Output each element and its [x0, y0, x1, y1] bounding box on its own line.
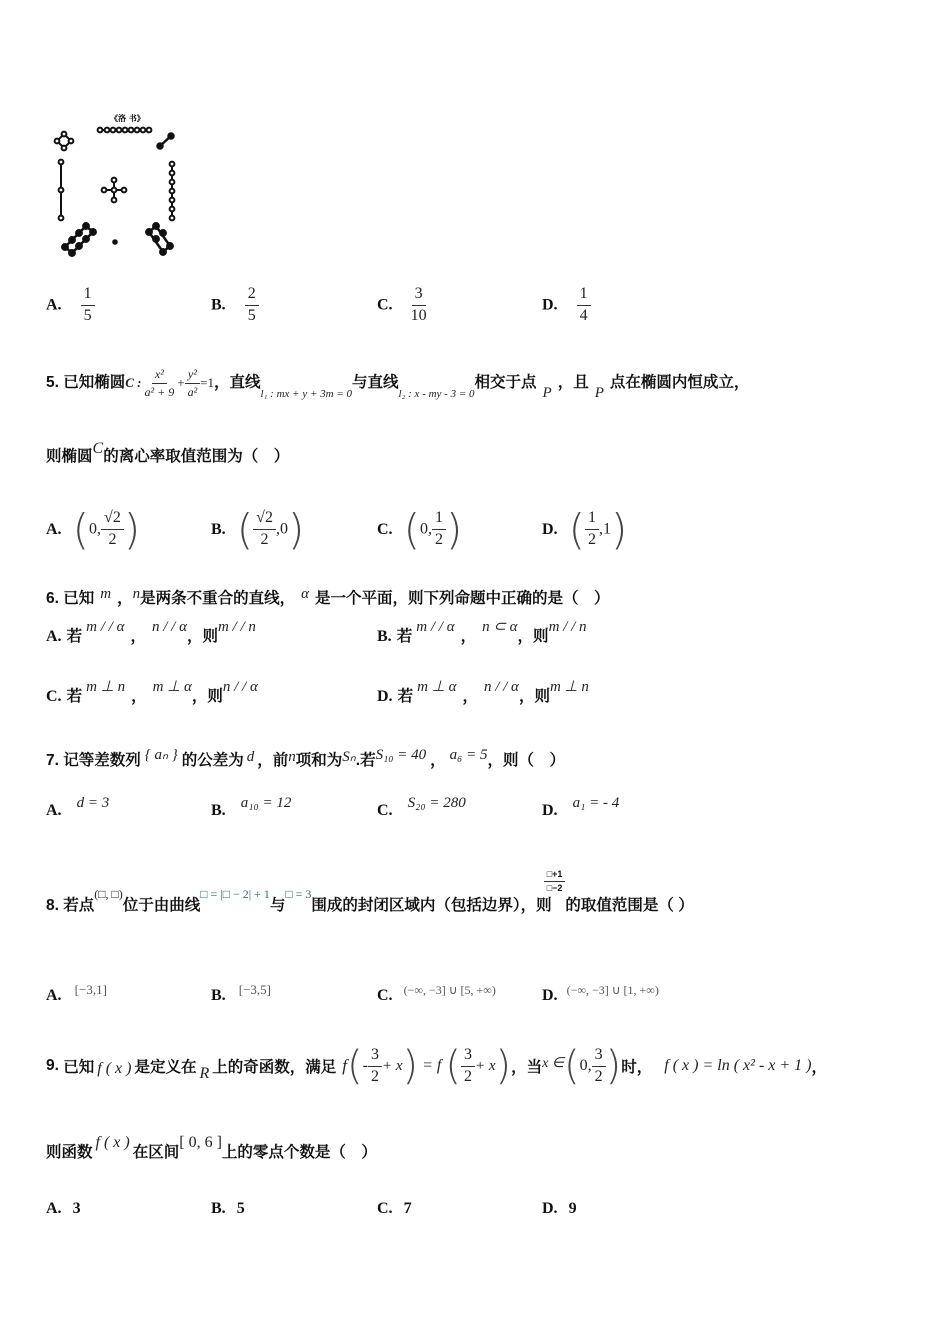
- curve-1: □ = |□ − 2| + 1: [200, 887, 270, 901]
- option-letter: D.: [542, 1200, 558, 1217]
- luoshu-diagram: [50, 110, 190, 260]
- q5-text: 点在椭圆内恒成立，: [609, 374, 750, 392]
- q9-text: 时，: [621, 1059, 653, 1076]
- x-in: x ∈: [542, 1055, 565, 1071]
- conclusion: m / / n: [548, 619, 587, 635]
- q7-option-a[interactable]: [46, 795, 110, 820]
- q6-option-a[interactable]: [46, 619, 256, 646]
- interval-right: ,0: [275, 520, 288, 538]
- fraction-numerator: 3: [592, 1047, 606, 1067]
- q5-text: 的离心率取值范围为（ ）: [103, 448, 290, 465]
- q5-option-b[interactable]: B. ( $\frac{√2}{2}$ ,0): [211, 505, 305, 554]
- option-letter: A.: [46, 1200, 62, 1217]
- ellipse-c: C: [92, 440, 104, 457]
- q4-option-b[interactable]: [211, 286, 259, 325]
- option-letter: C.: [377, 296, 393, 314]
- option-letter: B.: [211, 1200, 226, 1217]
- q9-stem-line1: 9. 已知 f ( x ) 是定义在 R 上的奇函数，满足 f ( - $\frac{3}{2}$ + x ) = f ( $\frac{3}{2}$ + x ) ，当 x ∈ ( 0, $\frac{3}{2}$ ) 时， f ( x ) = ln ( x² - x + 1 ) ，: [46, 1043, 828, 1089]
- fraction-denominator: a²: [187, 384, 198, 399]
- q5-text: 与直线: [352, 374, 399, 392]
- fraction-numerator: □+1: [544, 870, 566, 882]
- var-n: n: [132, 586, 141, 602]
- option-value: a₁₀ = 12: [240, 795, 292, 811]
- option-value: 9: [568, 1200, 577, 1217]
- q9-option-a[interactable]: [46, 1198, 81, 1218]
- option-letter: A.: [46, 987, 62, 1004]
- option-letter: D.: [542, 296, 558, 314]
- q5-text: ，且: [557, 374, 589, 392]
- q7-text: 项和为: [295, 752, 343, 769]
- q5-text: 相交于点: [474, 374, 537, 392]
- plus-x: + x: [474, 1057, 496, 1074]
- premise-1: m ⊥ α: [417, 679, 457, 695]
- ruo-text: 若: [66, 628, 83, 645]
- option-letter: D.: [377, 688, 393, 705]
- q5-stem-line2: [46, 440, 290, 466]
- var-d: d: [246, 749, 255, 765]
- q5-option-d[interactable]: D. ( $\frac{1}{2}$ ,1): [542, 505, 628, 554]
- q9-text: 在区间: [132, 1144, 180, 1161]
- q7-option-d[interactable]: [542, 795, 620, 820]
- sequence-an: { aₙ }: [144, 747, 178, 763]
- fraction-denominator: 2: [260, 531, 269, 548]
- option-value: 5: [236, 1200, 245, 1217]
- q8-text: 若点: [63, 897, 95, 914]
- q9-text: 则函数: [46, 1144, 93, 1161]
- option-letter: B.: [211, 521, 226, 538]
- fraction-denominator: 2: [588, 531, 597, 548]
- comma: ，: [462, 688, 478, 705]
- f-of-x: f ( x ): [95, 1134, 130, 1151]
- fraction-denominator: 4: [579, 306, 588, 324]
- ruo-text: 若: [66, 688, 83, 705]
- ellipse-label: C :: [125, 375, 142, 391]
- option-value: d = 3: [76, 795, 110, 811]
- fraction-denominator: a² + 9: [144, 384, 175, 399]
- option-value: (−∞, −3] ∪ [5, +∞): [403, 983, 496, 997]
- fraction-denominator: 10: [410, 306, 427, 324]
- premise-2: m ⊥ α: [152, 679, 192, 695]
- luoshu-caption: 《洛 书》: [110, 114, 145, 123]
- fraction-numerator: 1: [577, 286, 591, 306]
- fraction-numerator: y²: [185, 368, 200, 384]
- option-value: [−3,1]: [74, 982, 107, 997]
- q5-option-a[interactable]: A. (0, $\frac{√2}{2}$ ): [46, 505, 141, 554]
- q9-option-b[interactable]: [211, 1198, 245, 1218]
- premise-1: m / / α: [416, 619, 455, 635]
- minus-sign: -: [362, 1057, 368, 1074]
- option-letter: C.: [377, 987, 393, 1004]
- fraction-numerator: 3: [461, 1047, 475, 1067]
- q7-option-b[interactable]: [211, 795, 292, 820]
- q5-text: 已知椭圆: [63, 374, 126, 392]
- fraction-denominator: 2: [435, 531, 444, 548]
- ze-text: ，则: [518, 688, 550, 705]
- question-number: 8.: [46, 897, 59, 914]
- curve-2: □ = 3: [285, 887, 312, 901]
- conclusion: n / / α: [222, 679, 258, 695]
- q9-text: 是定义在: [134, 1059, 197, 1076]
- q8-text: 的取值范围是（ ）: [565, 897, 694, 914]
- fraction-numerator: 1: [432, 510, 446, 530]
- fraction-numerator: 3: [368, 1047, 382, 1067]
- q9-text: ，: [811, 1059, 828, 1076]
- q9-stem-line2: [46, 1134, 377, 1162]
- fraction-numerator: x²: [152, 368, 167, 384]
- q7-text: ，前: [257, 752, 289, 769]
- question-number: 5.: [46, 374, 59, 392]
- s10-value: S₁₀ = 40: [375, 747, 427, 763]
- fraction-denominator: 2: [463, 1067, 472, 1085]
- q7-text: .若: [355, 752, 376, 769]
- premise-2: n / / α: [483, 679, 519, 695]
- plus-sign: +: [177, 375, 185, 391]
- comma: ，: [131, 688, 147, 705]
- question-number: 6.: [46, 590, 59, 607]
- q9-text: 上的零点个数是（ ）: [221, 1144, 377, 1161]
- comma: ，: [460, 628, 477, 645]
- interval-0-6: [ 0, 6 ]: [179, 1134, 222, 1151]
- q4-option-a[interactable]: [46, 286, 95, 325]
- q8-option-a[interactable]: [46, 982, 107, 1005]
- option-letter: B.: [211, 802, 226, 819]
- option-letter: B.: [211, 296, 226, 314]
- f-definition: f ( x ) = ln ( x² - x + 1 ): [664, 1057, 812, 1074]
- option-letter: B.: [211, 987, 226, 1004]
- option-value: S₂₀ = 280: [407, 795, 466, 811]
- var-n: n: [288, 749, 296, 765]
- var-sn: Sₙ: [342, 749, 356, 765]
- point-p: P: [542, 385, 552, 402]
- reals-r: R: [199, 1065, 210, 1082]
- a6-value: a₆ = 5: [449, 747, 488, 763]
- q7-text: ，则（ ）: [487, 752, 566, 769]
- fraction-numerator: 1: [81, 286, 95, 306]
- option-letter: C.: [377, 521, 393, 538]
- fraction-denominator: 5: [83, 306, 92, 324]
- f-of-x: f ( x ): [97, 1060, 132, 1077]
- q5-text: 则椭圆: [46, 448, 93, 465]
- q5-stem-line1: [46, 367, 750, 402]
- point-xy: (□, □): [94, 887, 123, 901]
- q9-option-c[interactable]: [377, 1198, 412, 1218]
- var-alpha: α: [301, 586, 310, 602]
- option-letter: D.: [542, 521, 558, 538]
- ruo-text: 若: [396, 628, 413, 645]
- f-symbol: f: [342, 1056, 348, 1075]
- equals-one: =1: [200, 375, 215, 391]
- interval-left: 0,: [579, 1057, 592, 1074]
- q9-text: 上的奇函数，满足: [212, 1059, 337, 1076]
- fraction-denominator: 2: [370, 1067, 379, 1085]
- q6-stem: [46, 586, 610, 608]
- luoshu-figure: [50, 110, 190, 260]
- fraction-numerator: 1: [585, 510, 599, 530]
- ze-text: ，则: [517, 628, 549, 645]
- q8-text: 与: [269, 897, 286, 914]
- fraction-denominator: 2: [594, 1067, 603, 1085]
- conclusion: m ⊥ n: [549, 679, 589, 695]
- line-l2: l₂ : x - my - 3 = 0: [398, 388, 475, 401]
- q6-text: 是两条不重合的直线，: [140, 590, 296, 607]
- premise-1: m ⊥ n: [86, 679, 126, 695]
- fraction-numerator: √2: [253, 510, 276, 530]
- option-value: (−∞, −3] ∪ [1, +∞): [566, 983, 659, 997]
- option-letter: D.: [542, 987, 558, 1004]
- q8-stem: [46, 868, 694, 918]
- comma: ，: [130, 628, 146, 645]
- option-value: a₁ = - 4: [572, 795, 620, 811]
- equals-f: = f: [422, 1057, 442, 1074]
- q7-text: 的公差为: [181, 752, 244, 769]
- ze-text: ，则: [191, 688, 223, 705]
- fraction-numerator: 3: [412, 286, 426, 306]
- option-value: 3: [72, 1200, 81, 1217]
- q5-text: ，直线: [214, 374, 261, 392]
- q7-stem: [46, 748, 565, 770]
- fraction-denominator: 2: [108, 531, 117, 548]
- conclusion: m / / n: [217, 619, 256, 635]
- q6-option-c[interactable]: [46, 679, 258, 706]
- q6-text: ，: [117, 590, 133, 607]
- fraction-denominator: 5: [247, 306, 256, 324]
- option-letter: A.: [46, 296, 62, 314]
- q8-option-c[interactable]: [377, 985, 496, 1005]
- interval-right: ,1: [599, 520, 612, 538]
- q8-text: 位于由曲线: [122, 897, 201, 914]
- var-m: m: [100, 586, 112, 602]
- fraction-numerator: 2: [245, 286, 259, 306]
- q8-option-d[interactable]: [542, 985, 659, 1005]
- fraction-numerator: √2: [101, 510, 124, 530]
- option-letter: C.: [377, 802, 393, 819]
- plus-x: + x: [381, 1057, 403, 1074]
- q7-option-c[interactable]: [377, 795, 466, 820]
- option-letter: A.: [46, 521, 62, 538]
- option-letter: D.: [542, 802, 558, 819]
- fraction-denominator: □−2: [546, 883, 563, 894]
- interval-left: 0,: [89, 520, 102, 538]
- comma: ，: [430, 752, 446, 769]
- q4-option-d[interactable]: [542, 286, 591, 325]
- q6-option-d[interactable]: [377, 679, 589, 706]
- q4-option-c[interactable]: [377, 286, 430, 325]
- question-number: 7.: [46, 752, 59, 769]
- q8-option-b[interactable]: [211, 982, 272, 1005]
- question-number: 9.: [46, 1057, 59, 1074]
- ruo-text: 若: [397, 688, 414, 705]
- premise-2: n / / α: [151, 619, 187, 635]
- q6-text: 是一个平面，则下列命题中正确的是（ ）: [315, 590, 610, 607]
- premise-1: m / / α: [86, 619, 125, 635]
- option-letter: A.: [46, 628, 62, 645]
- q5-option-c[interactable]: C. (0, $\frac{1}{2}$ ): [377, 505, 463, 554]
- q9-text: ，当: [511, 1059, 543, 1076]
- ze-text: ，则: [186, 628, 218, 645]
- q6-text: 已知: [63, 590, 95, 607]
- option-letter: A.: [46, 802, 62, 819]
- q9-option-d[interactable]: [542, 1198, 577, 1218]
- option-letter: C.: [377, 1200, 393, 1217]
- option-letter: B.: [377, 628, 392, 645]
- q7-text: 记等差数列: [63, 752, 141, 769]
- q6-option-b[interactable]: [377, 619, 587, 646]
- premise-2: n ⊂ α: [482, 619, 518, 635]
- option-value: [−3,5]: [238, 982, 272, 997]
- interval-left: 0,: [420, 520, 433, 538]
- option-letter: C.: [46, 688, 62, 705]
- line-l1: l₁ : mx + y + 3m = 0: [260, 388, 352, 401]
- q8-text: 围成的封闭区域内（包括边界），则: [311, 897, 552, 914]
- q9-text: 已知: [63, 1059, 95, 1076]
- option-value: 7: [403, 1200, 412, 1217]
- point-p: P: [594, 385, 604, 402]
